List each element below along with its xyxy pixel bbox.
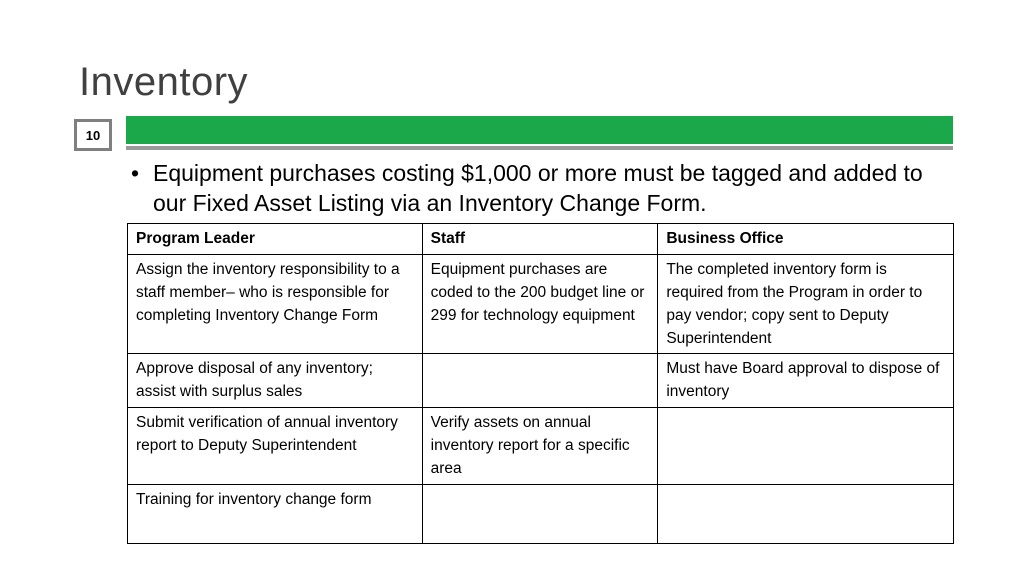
table-cell [422,485,658,544]
column-header-staff: Staff [422,224,658,255]
column-header-business-office: Business Office [658,224,954,255]
bullet-text: Equipment purchases costing $1,000 or more must be tagged and added to our Fixed Asset Listing via an Inventory Change Form. [153,160,923,216]
column-header-program-leader: Program Leader [128,224,423,255]
accent-divider [126,146,953,150]
table-row [128,354,954,408]
table-row [128,485,954,544]
table-row [128,408,954,485]
bullet-icon: • [131,160,140,186]
table-cell: Verify assets on annual inventory report for a specific area [422,408,658,485]
table-cell: The completed inventory form is required from the Program in order to pay vendor; copy sent to Deputy Superintendent [658,255,954,354]
bullet-point [131,158,931,218]
accent-bar [126,116,953,144]
table-cell: Training for inventory change form [128,485,423,544]
table-cell: Approve disposal of any inventory; assist with surplus sales [128,354,423,408]
table-cell: Assign the inventory responsibility to a staff member– who is responsible for completing Inventory Change Form [128,255,423,354]
table-cell [658,408,954,485]
table-row [128,255,954,354]
table-header-row [128,224,954,255]
responsibility-table [127,223,954,544]
table-cell [422,354,658,408]
slide-number-badge: 10 [74,119,112,151]
table-cell [658,485,954,544]
table-cell: Equipment purchases are coded to the 200 budget line or 299 for technology equipment [422,255,658,354]
table-cell: Must have Board approval to dispose of inventory [658,354,954,408]
table-cell: Submit verification of annual inventory report to Deputy Superintendent [128,408,423,485]
slide-title: Inventory [79,60,249,104]
